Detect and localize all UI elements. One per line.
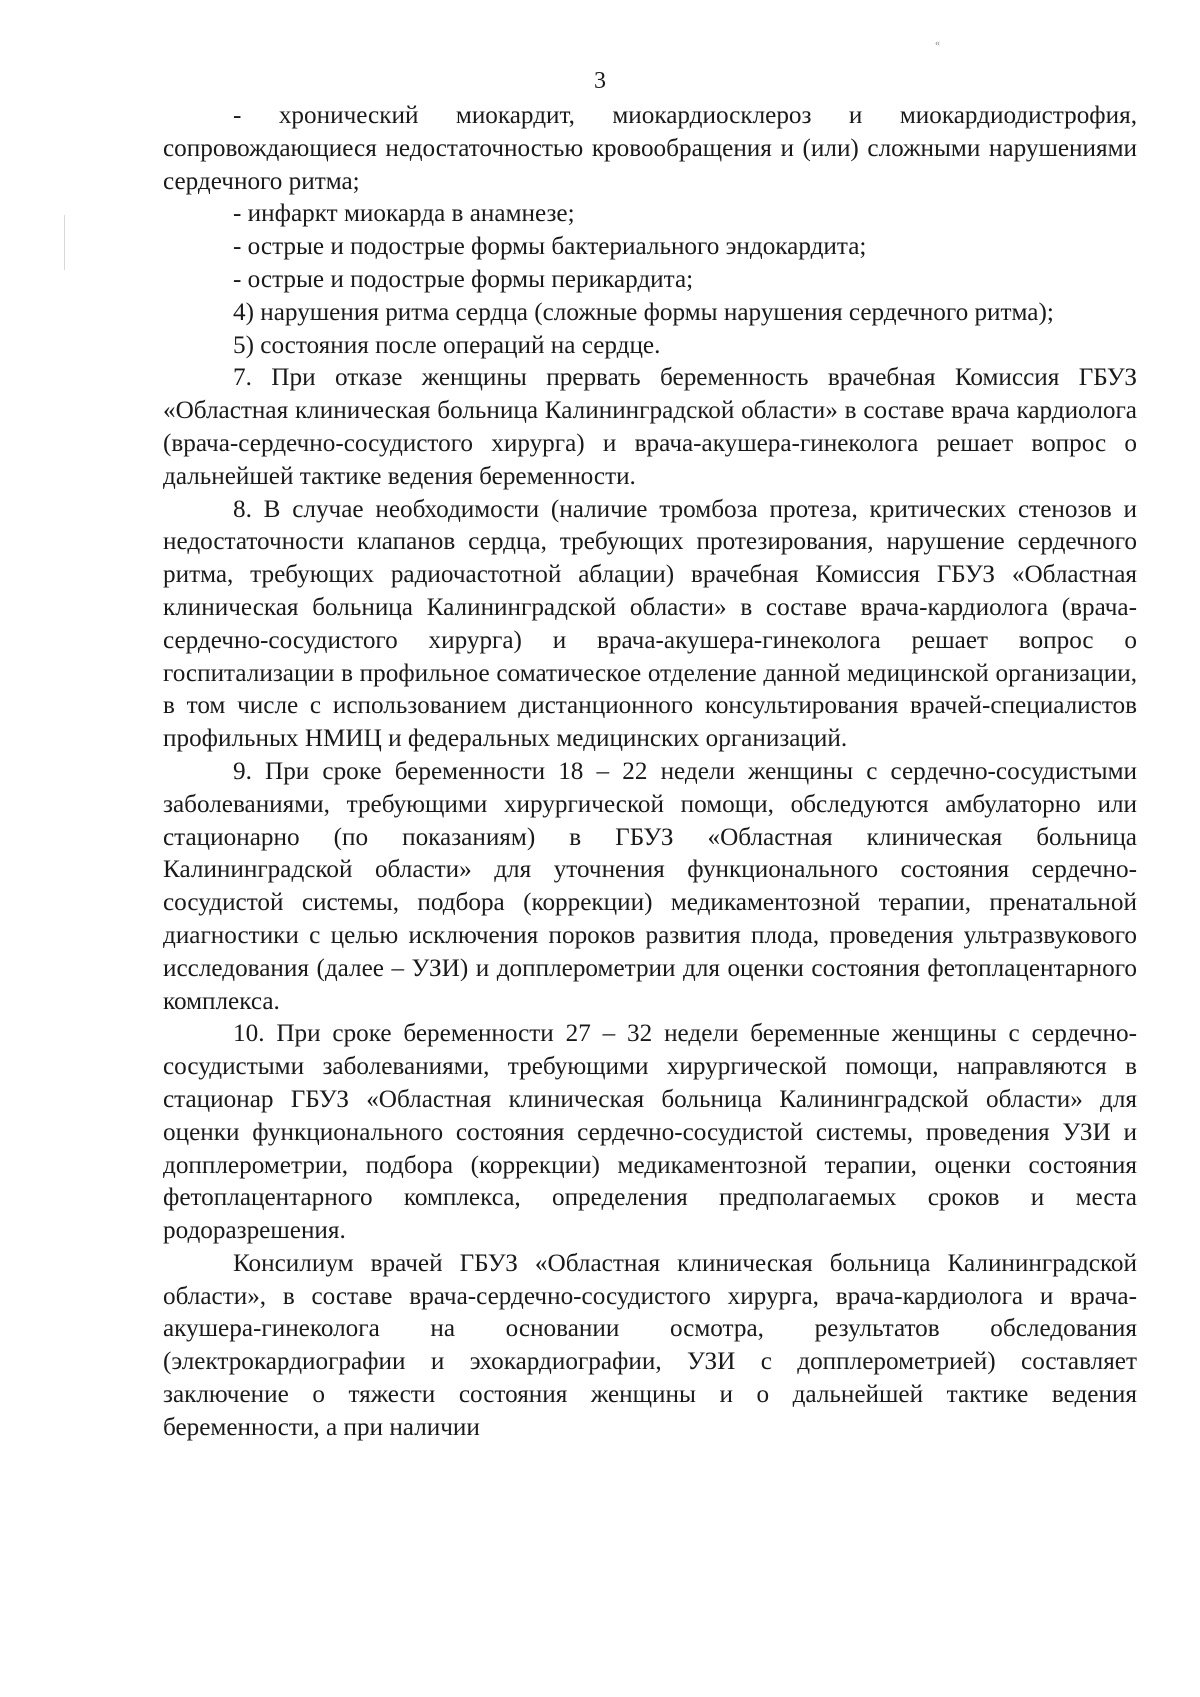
document-body [163,100,1137,1445]
paragraph-consilium: Консилиум врачей ГБУЗ «Областная клиническая больница Калининградской области», в составе врача-сердечно-сосудистого хирурга, врача-кардиолога и врача- акушера-гинеколога на основании осмотра, результатов обследования (электрокардиографии и эхокардиографии, УЗИ с допплерометрией) составляет заключение о тяжести состояния женщины и о дальнейшей тактике ведения беременности, а при наличии [163,1249,1137,1441]
scan-margin-mark [64,215,65,270]
page-number: 3 [594,68,606,94]
scan-speck: « [935,38,940,49]
paragraph-endocarditis: - острые и подострые формы бактериального эндокардита; [233,233,867,261]
paragraph-pericarditis: - острые и подострые формы перикардита; [233,265,694,293]
paragraph-infarction: - инфаркт миокарда в анамнезе; [233,200,575,228]
paragraph-clause-7: 7. При отказе женщины прервать беременность врачебная Комиссия ГБУЗ «Областная клиническая больница Калининградской области» в составе врача кардиолога (врача-сердечно-сосудистого хирурга) и врача-акушера-гинеколога решает вопрос о дальнейшей тактике ведения беременности. [163,364,1137,490]
paragraph-clause-8: 8. В случае необходимости (наличие тромбоза протеза, критических стенозов и недостаточности клапанов сердца, требующих протезирования, нарушение сердечного ритма, требующих радиочастотной аблации) врачебная Комиссия ГБУЗ «Областная клиническая больница Калининградской области» в составе врача-кардиолога (врача-сердечно-сосудистого хирурга) и врача-акушера-гинеколога решает вопрос о госпитализации в профильное соматическое отделение данной медицинской организации, в том числе с использованием дистанционного консультирования врачей-специалистов профильных НМИЦ и федеральных медицинских организаций. [163,495,1137,753]
paragraph-diseases-myocarditis: - хронический миокардит, миокардиосклероз и миокардиодистрофия, сопровождающиеся недостаточностью кровообращения и (или) сложными нарушениями сердечного ритма; [163,102,1137,195]
paragraph-clause-9: 9. При сроке беременности 18 – 22 недели женщины с сердечно-сосудистыми заболеваниями, требующими хирургической помощи, обследуются амбулаторно или стационарно (по показаниям) в ГБУЗ «Областная клиническая больница Калининградской области» для уточнения функционального состояния сердечно-сосудистой системы, подбора (коррекции) медикаментозной терапии, пренатальной диагностики с целью исключения пороков развития плода, проведения ультразвукового исследования (далее – УЗИ) и допплерометрии для оценки состояния фетоплацентарного комплекса. [163,757,1137,1015]
paragraph-clause-10: 10. При сроке беременности 27 – 32 недели беременные женщины с сердечно-сосудистыми заболеваниями, требующими хирургической помощи, направляются в стационар ГБУЗ «Областная клиническая больница Калининградской области» для оценки функционального состояния сердечно-сосудистой системы, проведения УЗИ и допплерометрии, подбора (коррекции) медикаментозной терапии, оценки состояния фетоплацентарного комплекса, определения предполагаемых сроков и места родоразрешения. [163,1020,1137,1245]
paragraph-item-4: 4) нарушения ритма сердца (сложные формы нарушения сердечного ритма); [233,298,1054,326]
paragraph-item-5: 5) состояния после операций на сердце. [233,331,661,359]
